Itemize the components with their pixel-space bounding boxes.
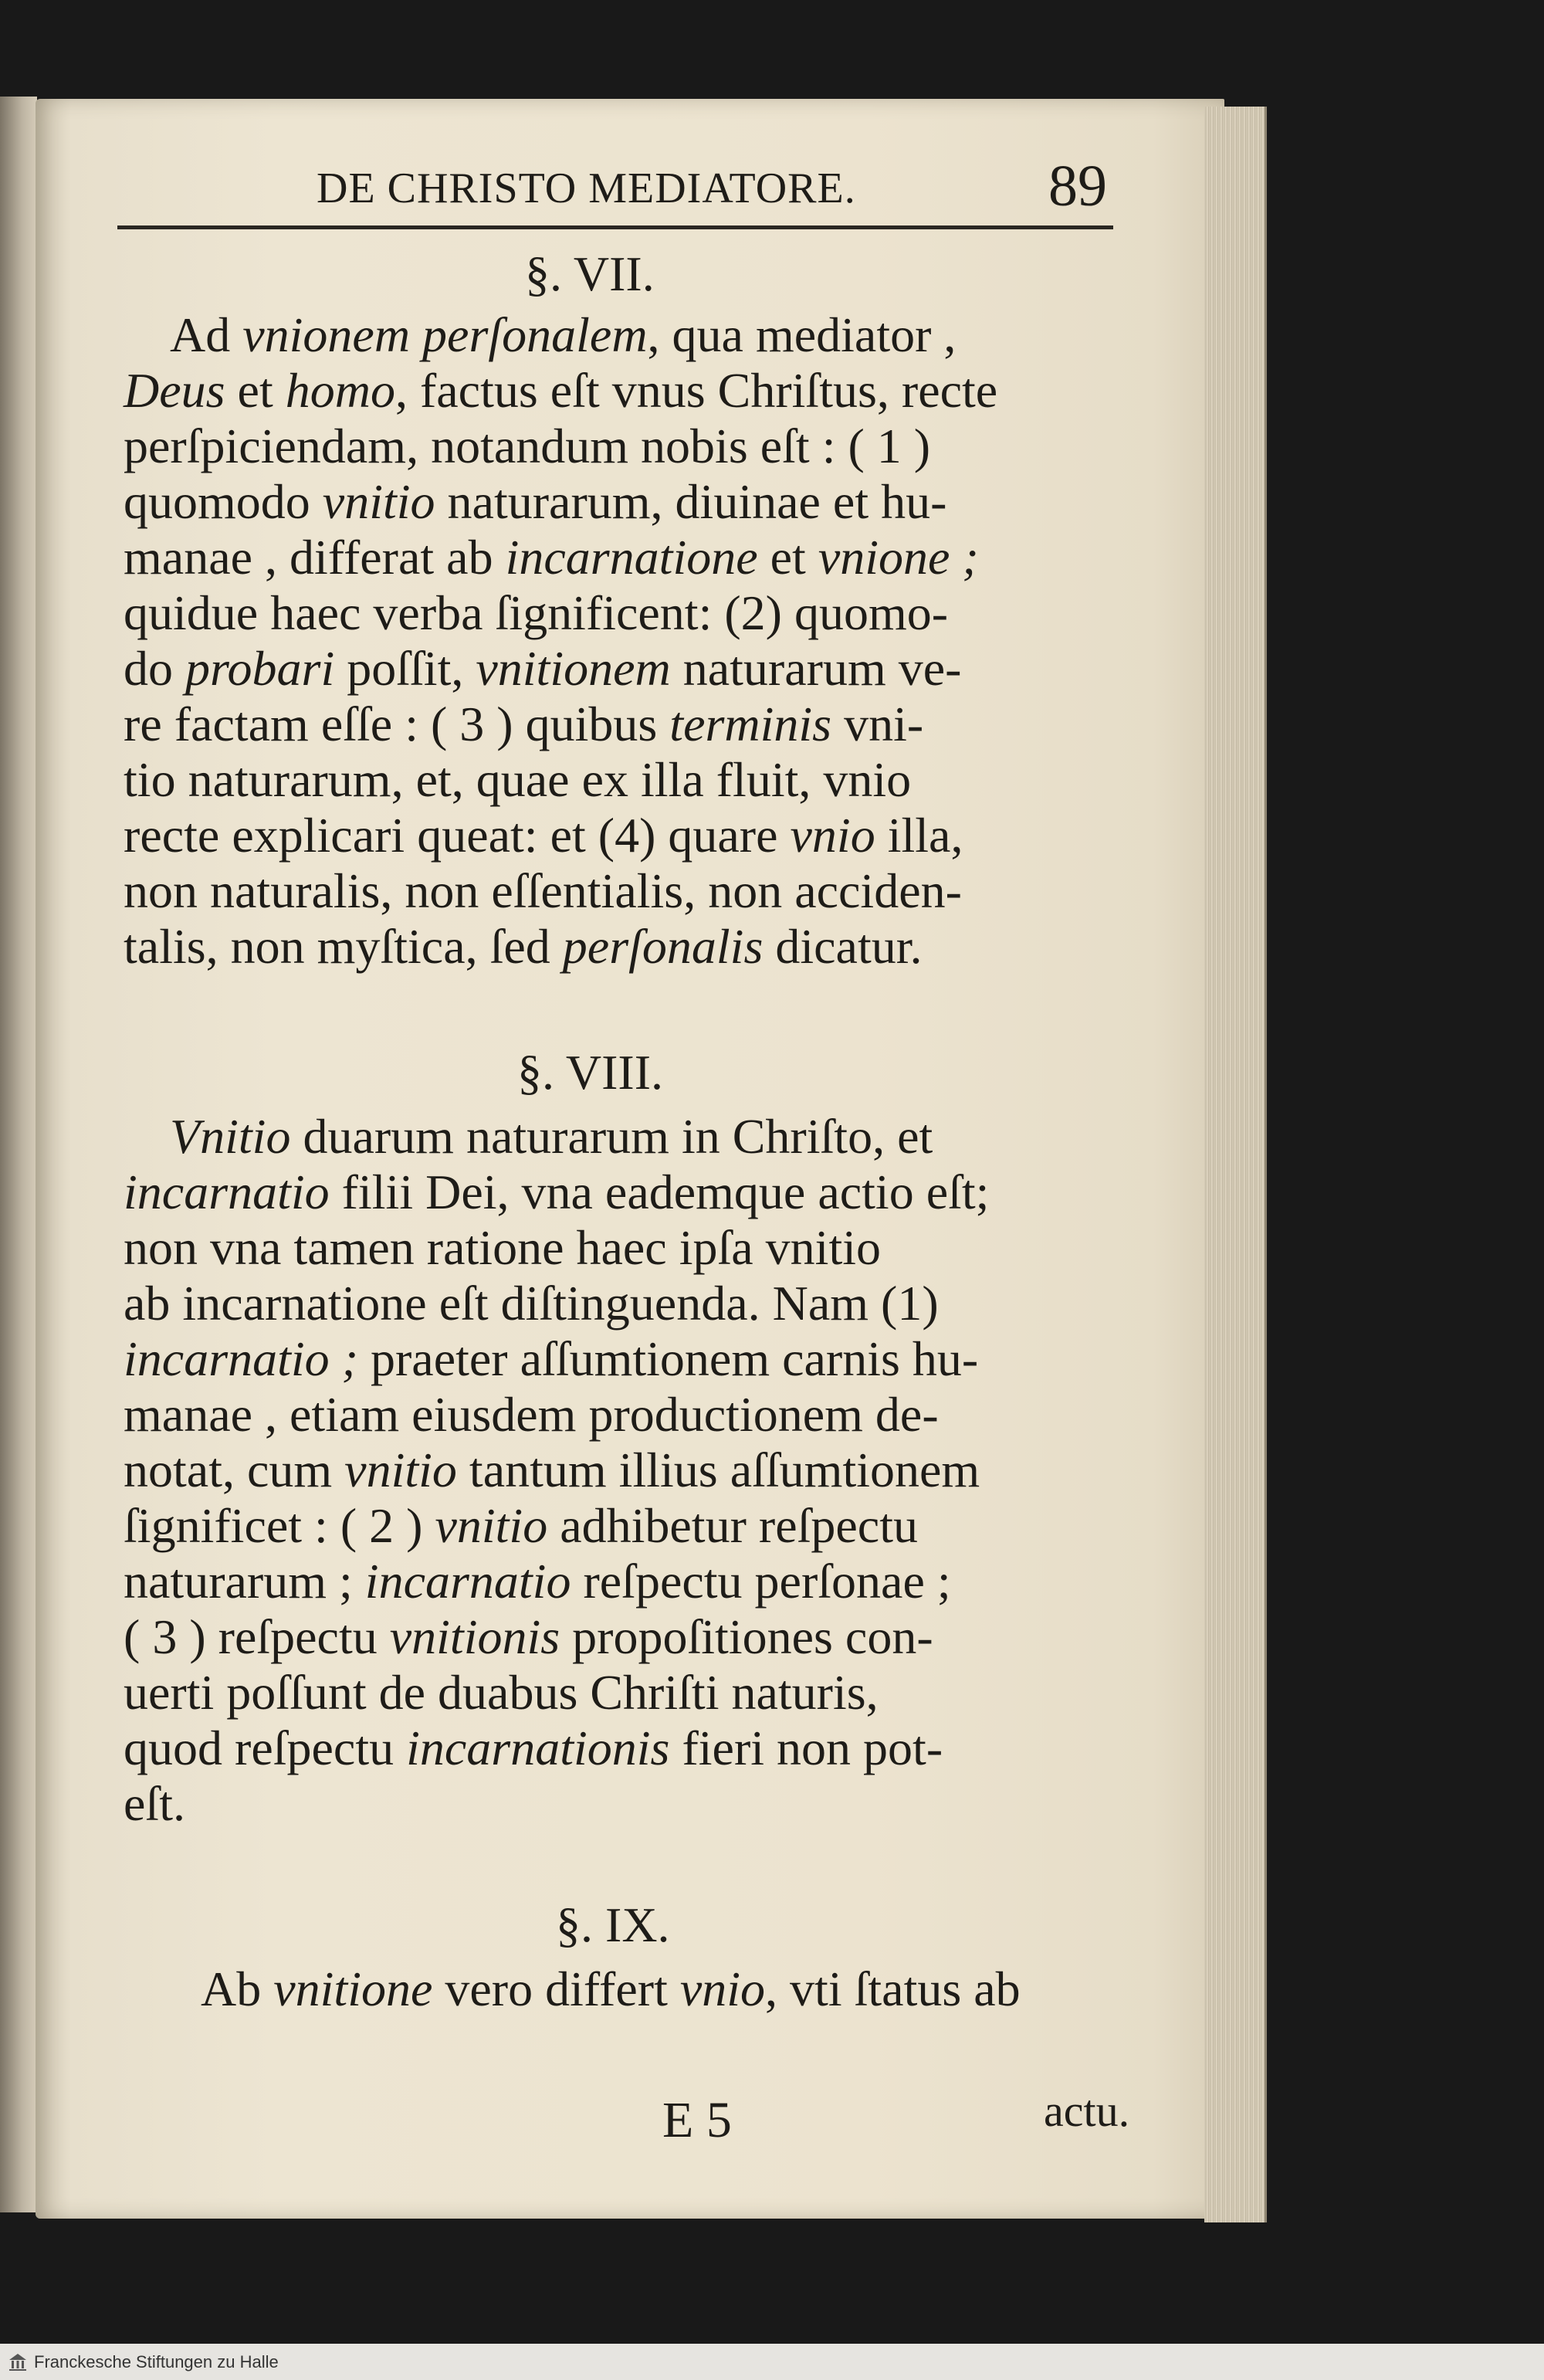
text-line: Vnitio duarum naturarum in Chriſto, et — [170, 1109, 933, 1164]
text-line: recte explicari queat: et (4) quare vnio illa, — [124, 808, 963, 863]
italic-term: perſonalis — [562, 919, 764, 974]
text-line: tio naturarum, et, quae ex illa fluit, vnio — [124, 752, 912, 807]
text-line: incarnatio ; praeter aſſumtionem carnis hu- — [124, 1331, 979, 1386]
page-number: 89 — [1048, 154, 1107, 219]
text-line: quomodo vnitio naturarum, diuinae et hu- — [124, 474, 947, 529]
italic-term: vnitio — [435, 1498, 548, 1553]
footer-credit: Franckesche Stiftungen zu Halle — [34, 2352, 279, 2372]
italic-term: Deus — [124, 363, 225, 418]
text-line: ( 3 ) reſpectu vnitionis propoſitiones con- — [124, 1609, 933, 1664]
italic-term: vnitio — [344, 1443, 457, 1497]
italic-term: vnitionis — [389, 1609, 560, 1664]
text-line: notat, cum vnitio tantum illius aſſumtionem — [124, 1443, 980, 1497]
text-line: quidue haec verba ſignificent: (2) quomo- — [124, 585, 949, 640]
text-line: manae , etiam eiusdem productionem de- — [124, 1387, 939, 1442]
italic-term: homo — [285, 363, 395, 418]
text-line: ſignificet : ( 2 ) vnitio adhibetur reſpectu — [124, 1498, 918, 1553]
italic-term: incarnatio — [364, 1554, 571, 1609]
text-line: incarnatio filii Dei, vna eademque actio eſt; — [124, 1165, 990, 1219]
header-rule — [117, 225, 1113, 229]
text-line: non vna tamen ratione haec ipſa vnitio — [124, 1220, 881, 1275]
text-line: uerti poſſunt de duabus Chriſti naturis, — [124, 1665, 879, 1720]
section-heading: §. VIII. — [517, 1045, 663, 1100]
italic-term: incarnationis — [406, 1721, 670, 1775]
text-line: ab incarnatione eſt diſtinguenda. Nam (1) — [124, 1276, 939, 1331]
text-line: Ab vnitione vero differt vnio, vti ſtatus ab — [201, 1961, 1021, 2016]
italic-term: vnionem perſonalem — [242, 307, 648, 362]
text-line: manae , differat ab incarnatione et vnione ; — [124, 530, 979, 585]
italic-term: incarnatio — [124, 1165, 330, 1219]
text-line: re factam eſſe : ( 3 ) quibus terminis vni- — [124, 697, 924, 751]
text-line: quod reſpectu incarnationis fieri non pot- — [124, 1721, 943, 1775]
italic-term: terminis — [669, 697, 832, 751]
facing-page-edge — [0, 97, 37, 2212]
italic-term: vnione ; — [818, 530, 979, 585]
text-line: Deus et homo, factus eſt vnus Chriſtus, recte — [124, 363, 998, 418]
italic-term: incarnatione — [505, 530, 758, 585]
text-line: do probari poſſit, vnitionem naturarum ve- — [124, 641, 962, 696]
text-line: non naturalis, non eſſentialis, non acciden- — [124, 863, 962, 918]
institution-logo-icon — [6, 2351, 29, 2374]
italic-term: vnitio — [322, 474, 435, 529]
italic-term: vnio — [679, 1961, 766, 2016]
italic-term: incarnatio ; — [124, 1331, 358, 1386]
text-line: eſt. — [124, 1776, 185, 1831]
italic-term: vnio — [790, 808, 875, 863]
text-line: talis, non myſtica, ſed perſonalis dicatur. — [124, 919, 923, 974]
text-line: Ad vnionem perſonalem, qua mediator , — [170, 307, 957, 362]
signature-mark: E 5 — [662, 2092, 732, 2148]
italic-term: vnitionem — [476, 641, 671, 696]
section-heading: §. IX. — [556, 1897, 670, 1952]
italic-term: vnitione — [273, 1961, 433, 2016]
catchword: actu. — [1044, 2086, 1130, 2136]
page-edges — [1204, 107, 1267, 2222]
italic-term: Vnitio — [170, 1109, 291, 1164]
text-line: naturarum ; incarnatio reſpectu perſonae ; — [124, 1554, 951, 1609]
text-line: perſpiciendam, notandum nobis eſt : ( 1 ) — [124, 419, 931, 473]
running-header: DE CHRISTO MEDIATORE. — [317, 164, 856, 212]
section-heading: §. VII. — [525, 246, 655, 301]
italic-term: probari — [185, 641, 335, 696]
